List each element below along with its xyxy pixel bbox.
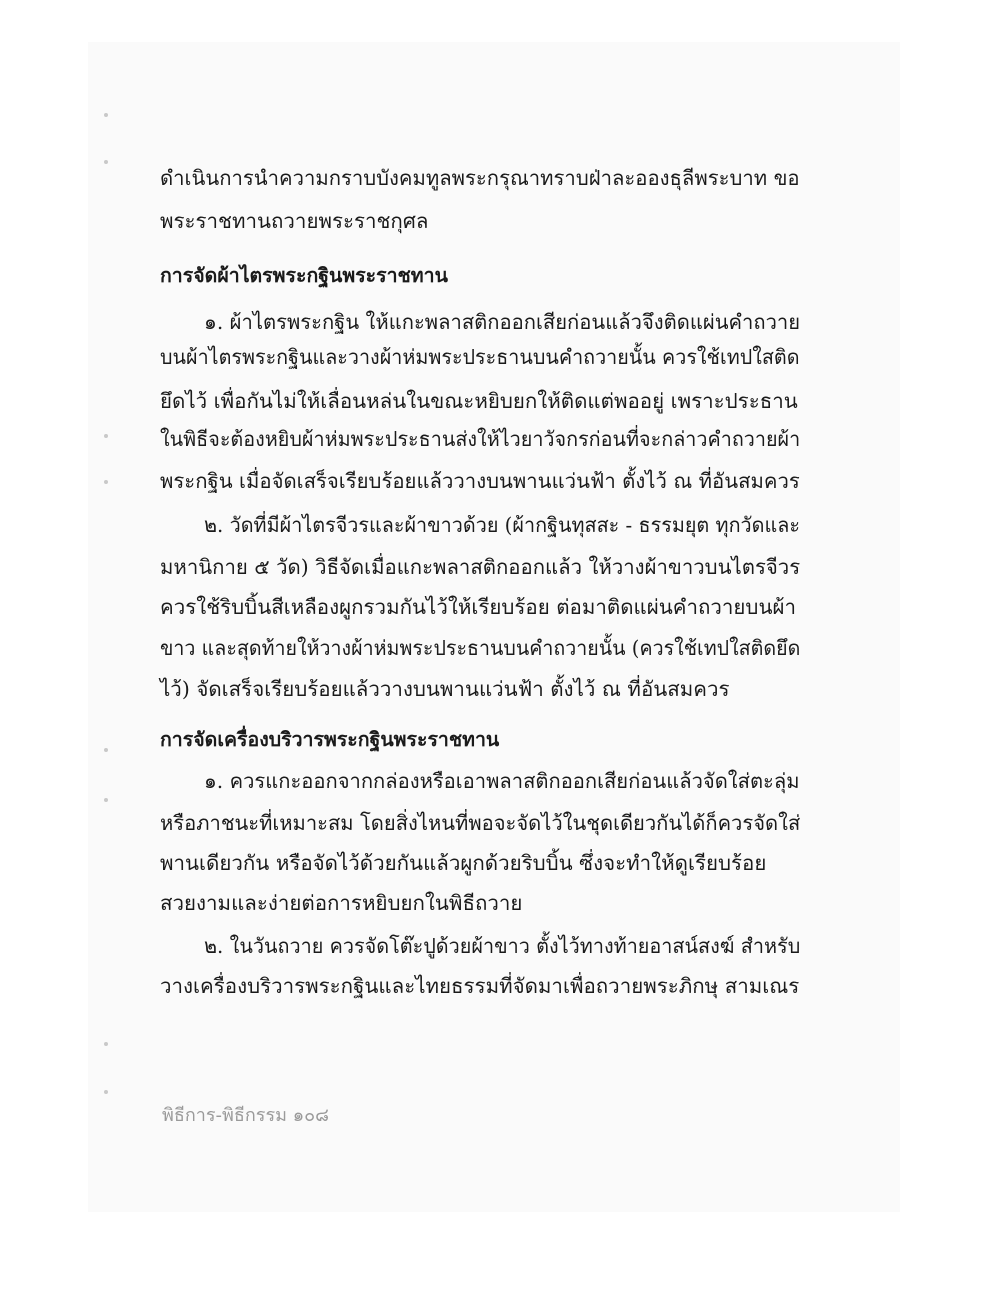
body-line: วางเครื่องบริวารพระกฐินและไทยธรรมที่จัดมาเพื่อถวายพระภิกษุ สามเณร (160, 974, 800, 998)
body-line: ยึดไว้ เพื่อกันไม่ให้เลื่อนหล่นในขณะหยิบยกให้ติดแต่พออยู่ เพราะประธาน (160, 389, 798, 413)
body-line: ดำเนินการนำความกราบบังคมทูลพระกรุณาทราบฝ่าละอองธุลีพระบาท ขอ (160, 166, 800, 190)
paragraph-start: ๒. วัดที่มีผ้าไตรจีวรและผ้าขาวด้วย (ผ้ากฐินทุสสะ - ธรรมยุต ทุกวัดและ (204, 513, 800, 537)
section-heading-offerings: การจัดเครื่องบริวารพระกฐินพระราชทาน (160, 728, 500, 751)
body-line: พระราชทานถวายพระราชกุศล (160, 209, 429, 233)
binding-hole-mark (104, 1090, 108, 1094)
body-line: ขาว และสุดท้ายให้วางผ้าห่มพระประธานบนคำถวายนั้น (ควรใช้เทปใสติดยึด (160, 636, 801, 660)
body-line: พานเดียวกัน หรือจัดไว้ด้วยกันแล้วผูกด้วยริบบิ้น ซึ่งจะทำให้ดูเรียบร้อย (160, 851, 767, 875)
body-line: ควรใช้ริบบิ้นสีเหลืองผูกรวมกันไว้ให้เรียบร้อย ต่อมาติดแผ่นคำถวายบนผ้า (160, 595, 796, 619)
body-line: ไว้) จัดเสร็จเรียบร้อยแล้ววางบนพานแว่นฟ้า ตั้งไว้ ณ ที่อันสมควร (160, 677, 730, 701)
binding-hole-mark (104, 160, 108, 164)
binding-hole-mark (104, 1042, 108, 1046)
binding-hole-mark (104, 748, 108, 752)
body-line: มหานิกาย ๕ วัด) วิธีจัดเมื่อแกะพลาสติกออกแล้ว ให้วางผ้าขาวบนไตรจีวร (160, 555, 801, 579)
body-line: สวยงามและง่ายต่อการหยิบยกในพิธีถวาย (160, 891, 523, 915)
body-line: พระกฐิน เมื่อจัดเสร็จเรียบร้อยแล้ววางบนพานแว่นฟ้า ตั้งไว้ ณ ที่อันสมควร (160, 469, 800, 493)
body-line: ในพิธีจะต้องหยิบผ้าห่มพระประธานส่งให้ไวยาวัจกรก่อนที่จะกล่าวคำถวายผ้า (160, 427, 801, 451)
paragraph-start: ๒. ในวันถวาย ควรจัดโต๊ะปูด้วยผ้าขาว ตั้งไว้ทางท้ายอาสน์สงฆ์ สำหรับ (204, 934, 801, 958)
page-footer: พิธีการ-พิธีกรรม ๑๐๘ (162, 1105, 329, 1126)
body-line: หรือภาชนะที่เหมาะสม โดยสิ่งไหนที่พอจะจัดไว้ในชุดเดียวกันได้ก็ควรจัดใส่ (160, 811, 801, 835)
binding-hole-mark (104, 434, 108, 438)
body-line: บนผ้าไตรพระกฐินและวางผ้าห่มพระประธานบนคำถวายนั้น ควรใช้เทปใสติด (160, 345, 800, 369)
binding-hole-mark (104, 480, 108, 484)
paragraph-start: ๑. ควรแกะออกจากกล่องหรือเอาพลาสติกออกเสียก่อนแล้วจัดใส่ตะลุ่ม (204, 769, 800, 793)
binding-hole-mark (104, 798, 108, 802)
section-heading-robes: การจัดผ้าไตรพระกฐินพระราชทาน (160, 264, 448, 287)
paragraph-start: ๑. ผ้าไตรพระกฐิน ให้แกะพลาสติกออกเสียก่อนแล้วจึงติดแผ่นคำถวาย (204, 310, 801, 334)
binding-hole-mark (104, 113, 108, 117)
